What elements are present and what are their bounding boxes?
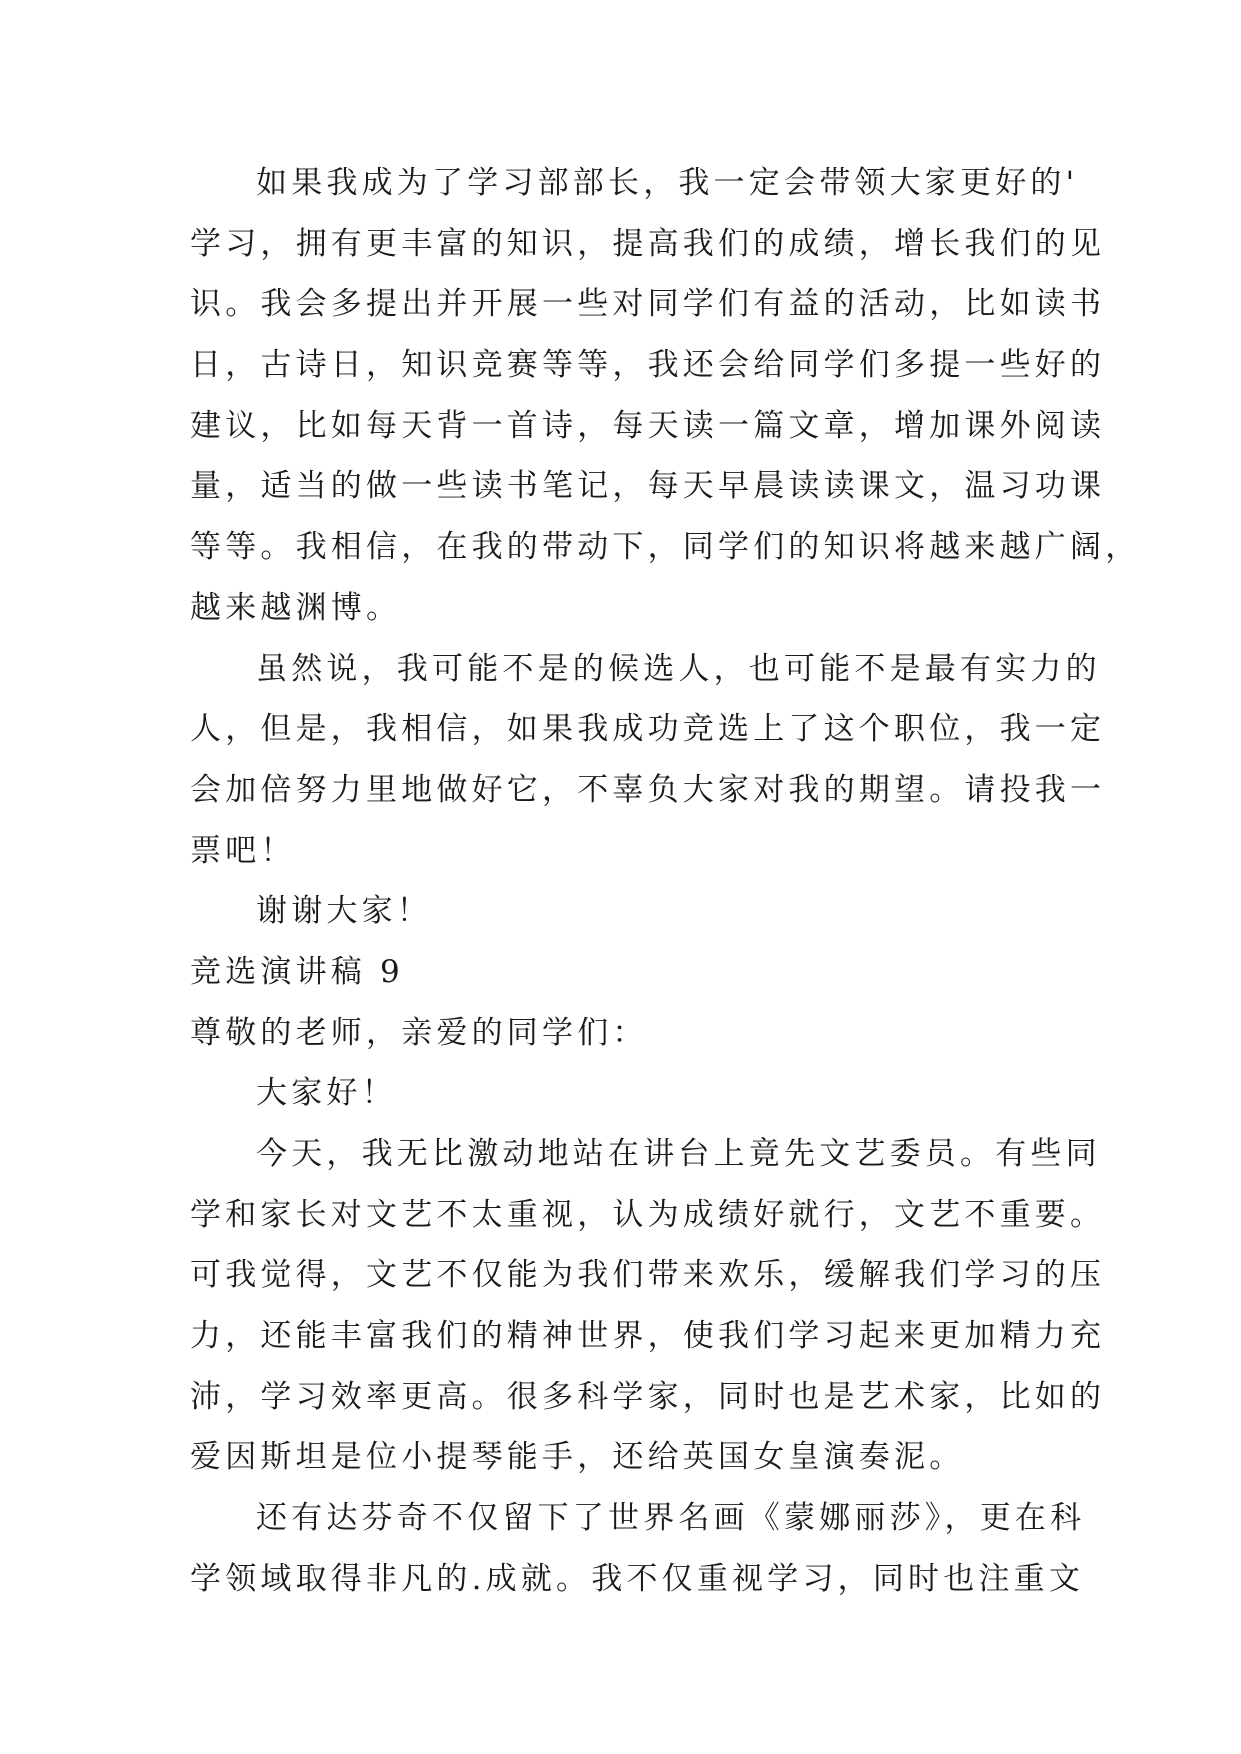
text-line: 尊敬的老师，亲爱的同学们： bbox=[190, 1014, 648, 1051]
text-line: 学领域取得非凡的.成就。我不仅重视学习，同时也注重文 bbox=[190, 1560, 1085, 1597]
text-line: 大家好！ bbox=[256, 1075, 397, 1112]
text-line: 量，适当的做一些读书笔记，每天早晨读读课文，温习功课 bbox=[190, 468, 1106, 505]
greeting bbox=[190, 1063, 1070, 1124]
text-line: 等等。我相信，在我的带动下，同学们的知识将越来越广阔， bbox=[190, 529, 1141, 566]
text-line: 越来越渊博。 bbox=[190, 589, 402, 626]
document-body bbox=[190, 153, 1141, 1610]
text-line: 虽然说，我可能不是的候选人，也可能不是最有实力的 bbox=[256, 650, 1101, 687]
text-line: 可我觉得，文艺不仅能为我们带来欢乐，缓解我们学习的压 bbox=[190, 1257, 1106, 1294]
text-line: 还有达芬奇不仅留下了世界名画《蒙娜丽莎》，更在科 bbox=[256, 1500, 1086, 1537]
paragraph-arts-committee bbox=[190, 1124, 1106, 1488]
paragraph-da-vinci bbox=[190, 1488, 1086, 1609]
text-line: 学习，拥有更丰富的知识，提高我们的成绩，增长我们的见 bbox=[190, 225, 1106, 262]
paragraph-thanks bbox=[190, 881, 1070, 942]
text-line: 建议，比如每天背一首诗，每天读一篇文章，增加课外阅读 bbox=[190, 407, 1106, 444]
heading-text: 竞选演讲稿 9 bbox=[190, 953, 404, 990]
text-line: 会加倍努力里地做好它，不辜负大家对我的期望。请投我一 bbox=[190, 771, 1106, 808]
text-line: 今天，我无比激动地站在讲台上竟先文艺委员。有些同 bbox=[256, 1136, 1101, 1172]
salutation bbox=[190, 1003, 1070, 1064]
paragraph-study-department bbox=[190, 153, 1141, 639]
text-line: 识。我会多提出并开展一些对同学们有益的活动，比如读书 bbox=[190, 286, 1106, 323]
text-line: 力，还能丰富我们的精神世界，使我们学习起来更加精力充 bbox=[190, 1318, 1106, 1355]
paragraph-vote-request bbox=[190, 639, 1106, 882]
text-line: 如果我成为了学习部部长，我一定会带领大家更好的' bbox=[256, 165, 1079, 201]
text-line: 票吧！ bbox=[190, 832, 296, 869]
text-line: 谢谢大家！ bbox=[256, 893, 432, 930]
text-line: 日，古诗日，知识竞赛等等，我还会给同学们多提一些好的 bbox=[190, 347, 1106, 384]
text-line: 学和家长对文艺不太重视，认为成绩好就行，文艺不重要。 bbox=[190, 1196, 1106, 1233]
section-heading bbox=[190, 942, 1070, 1003]
text-line: 沛，学习效率更高。很多科学家，同时也是艺术家，比如的 bbox=[190, 1378, 1106, 1415]
text-line: 人，但是，我相信，如果我成功竞选上了这个职位，我一定 bbox=[190, 711, 1106, 748]
text-line: 爱因斯坦是位小提琴能手，还给英国女皇演奏泥。 bbox=[190, 1439, 965, 1476]
